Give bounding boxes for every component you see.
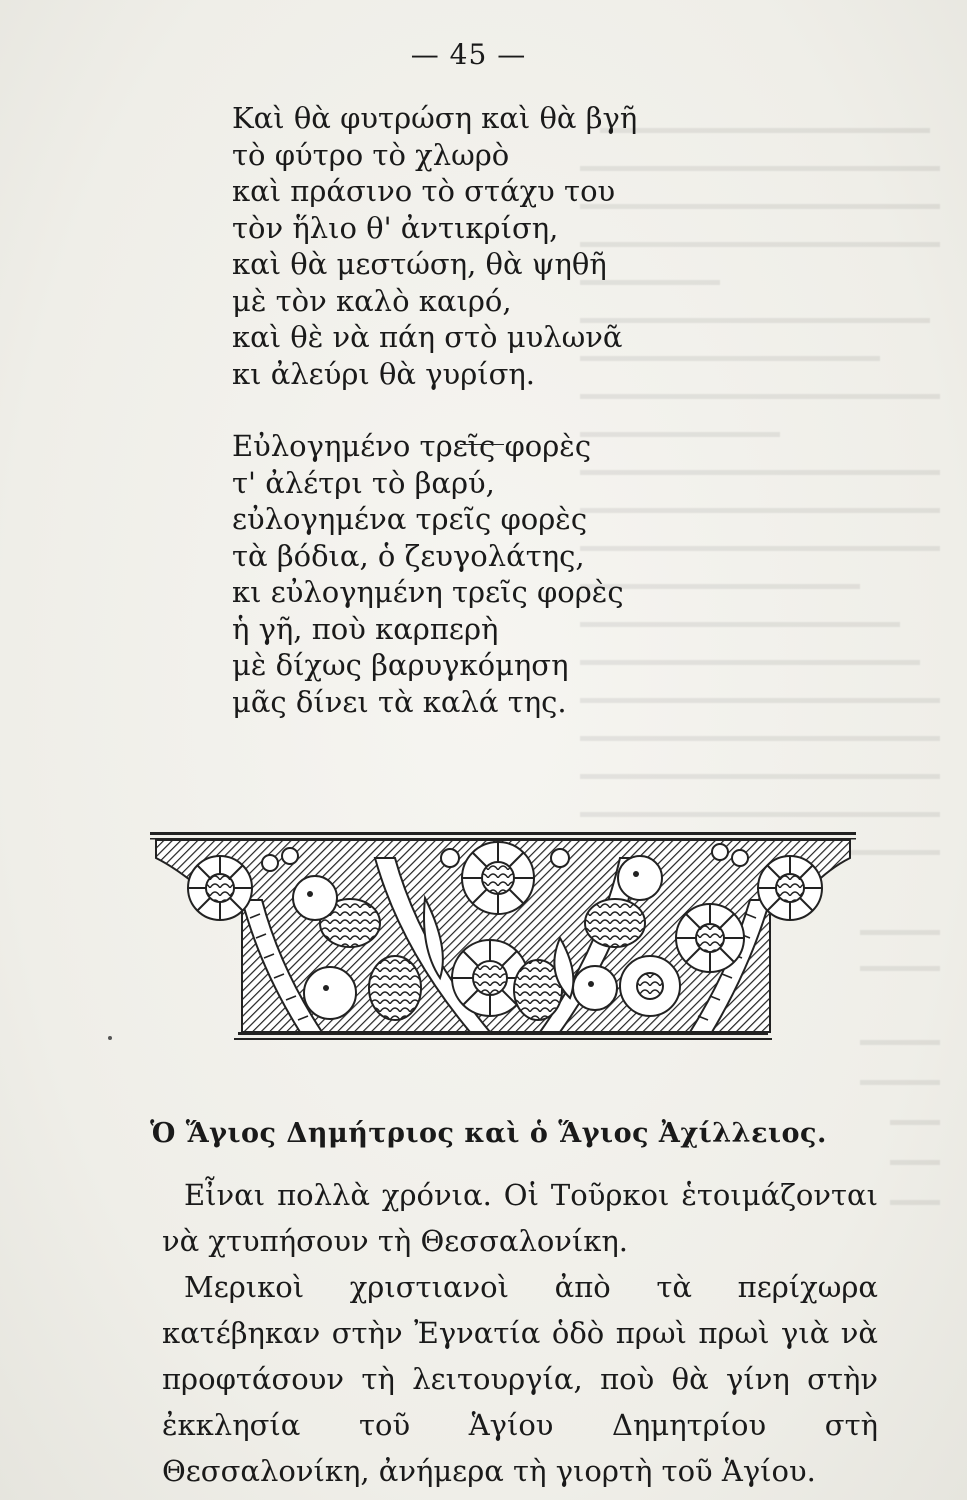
section-heading: Ὁ Ἅγιος Δημήτριος καὶ ὁ Ἅγιος Ἀχίλλειος. <box>150 1118 827 1149</box>
page-number: — 45 — <box>410 38 527 71</box>
poem-line: καὶ πράσινο τὸ στάχυ του <box>232 174 616 208</box>
poem <box>232 100 637 720</box>
poem-line: κι εὐλογημένη τρεῖς φορὲς <box>232 575 624 609</box>
poem-stanza-1 <box>232 100 637 392</box>
poem-line: καὶ θὲ νὰ πάη στὸ μυλωνᾶ <box>232 320 623 354</box>
poem-line: Καὶ θὰ φυτρώση καὶ θὰ βγῆ <box>232 101 638 135</box>
stanza-gap <box>232 392 637 428</box>
poem-line: καὶ θὰ μεστώση, θὰ ψηθῆ <box>232 247 607 281</box>
stanza-divider <box>460 444 504 445</box>
ornamental-fruit-and-sunflower-vignette-icon <box>150 828 856 1058</box>
poem-line: τὸ φύτρο τὸ χλωρὸ <box>232 137 510 172</box>
print-speck <box>108 1036 112 1040</box>
poem-line: τ' ἀλέτρι τὸ βαρύ, <box>232 465 495 500</box>
poem-line: κι ἀλεύρι θὰ γυρίση. <box>232 356 535 391</box>
poem-line: Εὐλογημένο τρεῖς φορὲς <box>232 429 592 463</box>
poem-line: τὸν ἥλιο θ' ἀντικρίση, <box>232 210 559 245</box>
poem-line: ἡ γῆ, ποὺ καρπερὴ <box>232 611 499 646</box>
prose-body <box>162 1172 878 1494</box>
ornament-drawing <box>150 828 856 1058</box>
poem-line: μὲ τὸν καλὸ καιρό, <box>232 283 512 318</box>
poem-stanza-2 <box>232 428 637 720</box>
paragraph: Μερικοὶ χριστιανοὶ ἀπὸ τὰ περίχωρα κατέβηκαν στὴν Ἐγνατία ὁδὸ πρωὶ πρωὶ γιὰ νὰ προφτάσουν τὴ λειτουργία, ποὺ θὰ γίνη στὴν ἐκκλησία τοῦ Ἁγίου Δημητρίου στὴ Θεσσαλονίκη, ἀνήμερα τὴ γιορτὴ τοῦ Ἁγίου. <box>162 1270 878 1488</box>
poem-line: μᾶς δίνει τὰ καλά της. <box>232 684 567 719</box>
poem-line: εὐλογημένα τρεῖς φορὲς <box>232 502 588 536</box>
poem-line: τὰ βόδια, ὁ ζευγολάτης, <box>232 538 585 573</box>
poem-line: μὲ δίχως βαρυγκόμηση <box>232 648 569 682</box>
paragraph: Εἶναι πολλὰ χρόνια. Οἱ Τοῦρκοι ἑτοιμάζονται νὰ χτυπήσουν τὴ Θεσσαλονίκη. <box>162 1178 878 1258</box>
